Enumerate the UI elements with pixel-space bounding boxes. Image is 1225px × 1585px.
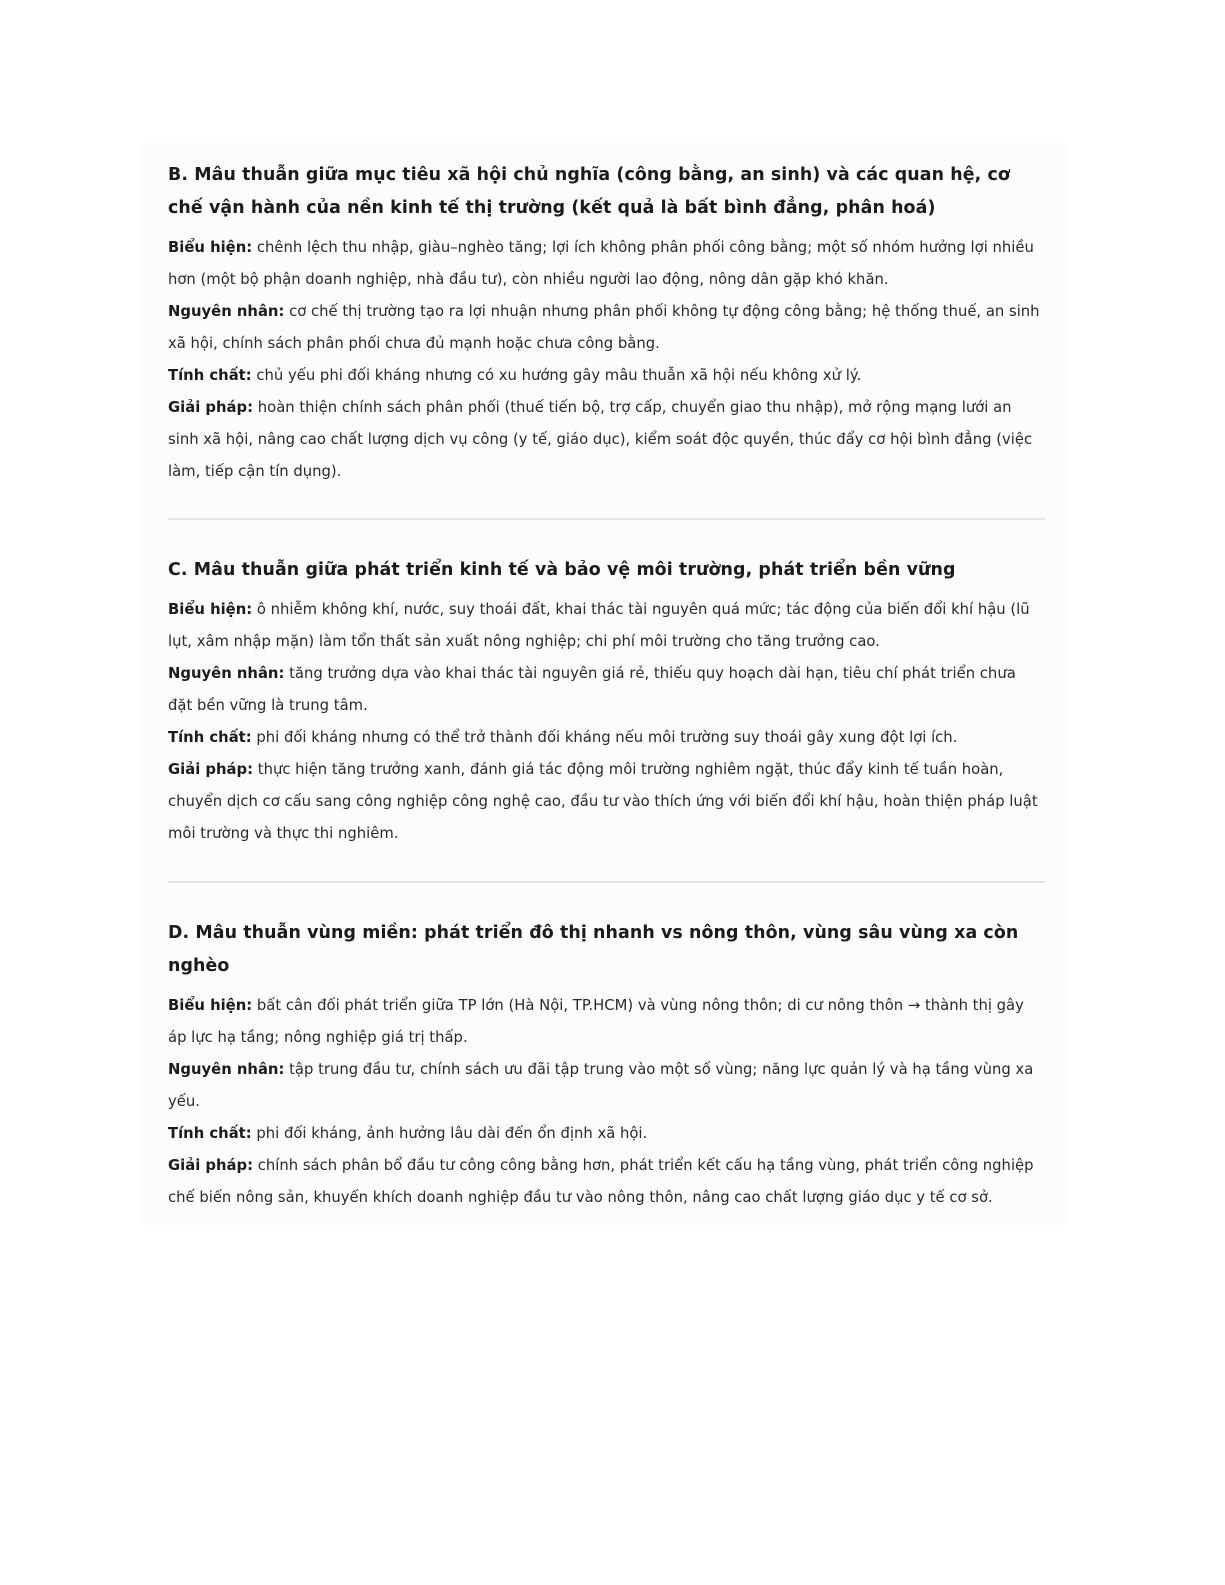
nguyen-nhan-label: Nguyên nhân: (168, 1061, 285, 1078)
giai-phap-label: Giải pháp: (168, 761, 254, 778)
nguyen-nhan-text: tăng trưởng dựa vào khai thác tài nguyên giá rẻ, thiếu quy hoạch dài hạn, tiêu chí phát triển chưa đặt bền vững là trung tâm. (168, 665, 1016, 714)
giai-phap-text: hoàn thiện chính sách phân phối (thuế tiến bộ, trợ cấp, chuyển giao thu nhập), mở rộng mạng lưới an sinh xã hội, nâng cao chất lượng dịch vụ công (y tế, giáo dục), kiểm soát độc quyền, thúc đẩy cơ hội bình đẳng (việc làm, tiếp cận tín dụng). (168, 399, 1033, 480)
section-b (168, 159, 1043, 488)
bieu-hien-label: Biểu hiện: (168, 601, 253, 618)
tinh-chat-text: chủ yếu phi đối kháng nhưng có xu hướng gây mâu thuẫn xã hội nếu không xử lý. (256, 367, 862, 384)
section-heading: C. Mâu thuẫn giữa phát triển kinh tế và bảo vệ môi trường, phát triển bền vững (168, 560, 956, 580)
bieu-hien-paragraph (168, 990, 1043, 1054)
tinh-chat-text: phi đối kháng, ảnh hưởng lâu dài đến ổn định xã hội. (256, 1125, 648, 1142)
nguyen-nhan-paragraph (168, 658, 1043, 722)
giai-phap-label: Giải pháp: (168, 399, 254, 416)
nguyen-nhan-text: tập trung đầu tư, chính sách ưu đãi tập trung vào một số vùng; năng lực quản lý và hạ tầng vùng xa yếu. (168, 1061, 1034, 1110)
section-d (168, 917, 1043, 1214)
tinh-chat-text: phi đối kháng nhưng có thể trở thành đối kháng nếu môi trường suy thoái gây xung đột lợi ích. (256, 729, 958, 746)
bieu-hien-paragraph (168, 594, 1043, 658)
nguyen-nhan-paragraph (168, 1054, 1043, 1118)
bieu-hien-label: Biểu hiện: (168, 239, 253, 256)
section-c (168, 554, 1043, 850)
section-heading: D. Mâu thuẫn vùng miền: phát triển đô thị nhanh vs nông thôn, vùng sâu vùng xa còn nghèo (168, 923, 1019, 976)
nguyen-nhan-label: Nguyên nhân: (168, 303, 285, 320)
section-divider (168, 518, 1045, 520)
tinh-chat-label: Tính chất: (168, 367, 252, 384)
nguyen-nhan-label: Nguyên nhân: (168, 665, 285, 682)
section-heading: B. Mâu thuẫn giữa mục tiêu xã hội chủ nghĩa (công bằng, an sinh) và các quan hệ, cơ chế vận hành của nền kinh tế thị trường (kết quả là bất bình đẳng, phân hoá) (168, 165, 1010, 218)
giai-phap-paragraph (168, 392, 1043, 488)
giai-phap-text: chính sách phân bổ đầu tư công công bằng hơn, phát triển kết cấu hạ tầng vùng, phát triển công nghiệp chế biến nông sản, khuyến khích doanh nghiệp đầu tư vào nông thôn, nâng cao chất lượng giáo dục y tế cơ sở. (168, 1157, 1034, 1206)
tinh-chat-label: Tính chất: (168, 729, 252, 746)
section-divider (168, 881, 1045, 883)
tinh-chat-label: Tính chất: (168, 1125, 252, 1142)
giai-phap-paragraph (168, 754, 1043, 850)
bieu-hien-label: Biểu hiện: (168, 997, 253, 1014)
nguyen-nhan-text: cơ chế thị trường tạo ra lợi nhuận nhưng phân phối không tự động công bằng; hệ thống thuế, an sinh xã hội, chính sách phân phối chưa đủ mạnh hoặc chưa công bằng. (168, 303, 1040, 352)
bieu-hien-text: chênh lệch thu nhập, giàu–nghèo tăng; lợi ích không phân phối công bằng; một số nhóm hưởng lợi nhiều hơn (một bộ phận doanh nghiệp, nhà đầu tư), còn nhiều người lao động, nông dân gặp khó khăn. (168, 239, 1034, 288)
giai-phap-text: thực hiện tăng trưởng xanh, đánh giá tác động môi trường nghiêm ngặt, thúc đẩy kinh tế tuần hoàn, chuyển dịch cơ cấu sang công nghiệp công nghệ cao, đầu tư vào thích ứng với biến đổi khí hậu, hoàn thiện pháp luật môi trường và thực thi nghiêm. (168, 761, 1038, 842)
bieu-hien-paragraph (168, 232, 1043, 296)
giai-phap-paragraph (168, 1150, 1043, 1214)
bieu-hien-text: bất cân đối phát triển giữa TP lớn (Hà Nội, TP.HCM) và vùng nông thôn; di cư nông thôn → thành thị gây áp lực hạ tầng; nông nghiệp giá trị thấp. (168, 997, 1024, 1046)
nguyen-nhan-paragraph (168, 296, 1043, 360)
giai-phap-label: Giải pháp: (168, 1157, 254, 1174)
tinh-chat-paragraph (168, 1118, 1043, 1150)
bieu-hien-text: ô nhiễm không khí, nước, suy thoái đất, khai thác tài nguyên quá mức; tác động của biến đổi khí hậu (lũ lụt, xâm nhập mặn) làm tổn thất sản xuất nông nghiệp; chi phí môi trường cho tăng trưởng cao. (168, 601, 1030, 650)
tinh-chat-paragraph (168, 722, 1043, 754)
tinh-chat-paragraph (168, 360, 1043, 392)
